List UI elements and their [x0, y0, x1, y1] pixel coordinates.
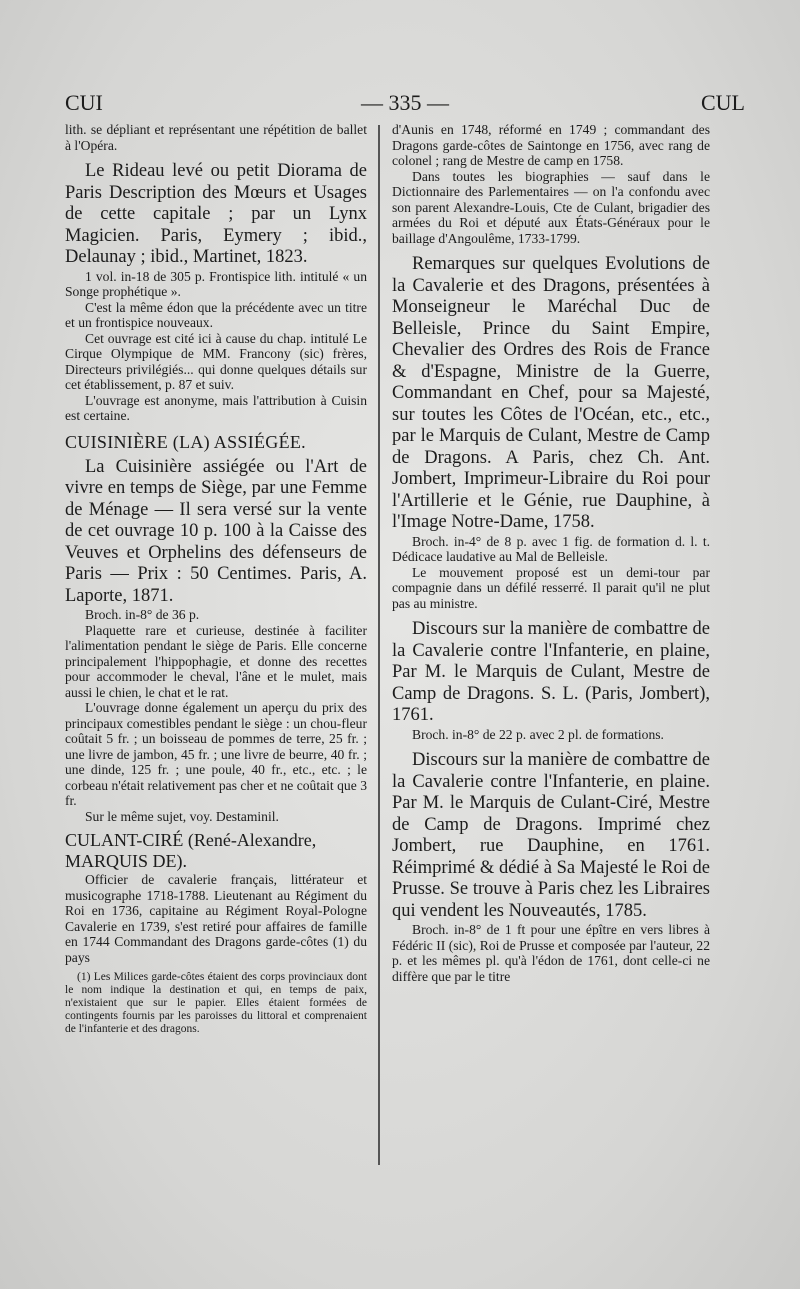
left-paragraph-l9: Broch. in-8° de 36 p.	[85, 607, 200, 622]
left-paragraph-l12: Sur le même sujet, voy. Destaminil.	[85, 808, 279, 824]
right-paragraph-r4: Broch. in-4° de 8 p. avec 1 fig. de formation d. l. t. Dédicace laudative au Mal de Belleisle.	[392, 533, 710, 564]
right-paragraph-r6: Discours sur la manière de combattre de la Cavalerie contre l'Infanterie, en plaine, Par M. le Marquis de Culant, Mestre de Camp de Dragons. S. L. (Paris, Jombert), 1761.	[392, 619, 710, 725]
right-paragraph-r8: Discours sur la manière de combattre de la Cavalerie contre l'Infanterie, en plaine. Par M. le Marquis de Culant-Ciré, Mestre de Camp de Dragons. Imprimé chez Jombert, rue Dauphine, en 1761. Réimprimé & dédié à Sa Majesté le Roi de Prusse. Se trouve à Paris chez les Libraires qui vendent les Nouveautés, 1785.	[392, 750, 710, 921]
left-paragraph-l5: Cet ouvrage est cité ici à cause du chap. intitulé Le Cirque Olympique de MM. Francony (sic) frères, Directeurs privilégiés... qui donne quelques détails sur cet établissement, p. 87 et suiv.	[65, 330, 367, 392]
left-paragraph-l14: Officier de cavalerie français, littérateur et musicographe 1718-1788. Lieutenant au Régiment du Roi en 1736, capitaine au Régiment Royal-Pologne Cavalerie en 1739, s'est retiré pour affaires de famille en 1744 Commandant des Dragons garde-côtes (1) du pays	[65, 872, 367, 965]
right-paragraph-r2: Dans toutes les biographies — sauf dans le Dictionnaire des Parlementaires — on l'a confondu avec son parent Alexandre-Louis, Cte de Culant, brigadier des armées du Roi et député aux États-Généraux pour le baillage d'Angoulême, 1733-1799.	[392, 168, 710, 246]
right-column	[392, 122, 710, 984]
right-paragraph-r3: Remarques sur quelques Evolutions de la Cavalerie et des Dragons, présentées à Monseigneur le Maréchal Duc de Belleisle, Prince du Saint Empire, Chevalier des Ordres des Rois de France & d'Espagne, Ministre de la Guerre, Commandant en Chef, pour sa Majesté, sur toutes les Côtes de l'Océan, etc., etc., par le Marquis de Culant, Mestre de Camp de Dragons. A Paris, chez Ch. Ant. Jombert, Imprimeur-Libraire du Roi pour l'Artillerie et le Génie, rue Dauphine, à l'Image Notre-Dame, 1758.	[392, 254, 710, 532]
left-paragraph-l10: Plaquette rare et curieuse, destinée à faciliter l'alimentation pendant le siège de Paris. Elle concerne principalement l'hippophagie, et donne des recettes pour accommoder le cheval, l'âne et le mulet, mais aussi le chien, le chat et le rat.	[65, 622, 367, 700]
left-paragraph-l6: L'ouvrage est anonyme, mais l'attribution à Cuisin est certaine.	[65, 392, 367, 423]
page-number: — 335 —	[361, 90, 449, 115]
left-paragraph-l2: Le Rideau levé ou petit Diorama de Paris Description des Mœurs et Usages de cette capitale ; par un Lynx Magicien. Paris, Eymery ; ibid., Delaunay ; ibid., Martinet, 1823.	[65, 161, 367, 267]
left-paragraph-l11: L'ouvrage donne également un aperçu du prix des principaux comestibles pendant le siège : un chou-fleur coûtait 5 fr. ; un boisseau de pommes de terre, 25 fr. ; une livre de jambon, 45 fr. ; une livre de beurre, 40 fr. ; une dinde, 125 fr. ; une poule, 40 fr., etc., etc. ; le corbeau n'était relativement pas cher et ne coûtait que 3 fr.	[65, 700, 367, 808]
column-divider	[378, 125, 380, 1165]
right-paragraph-r5: Le mouvement proposé est un demi-tour par compagnie dans un défilé resserré. Il parait qu'il ne plut pas au ministre.	[392, 564, 710, 611]
left-paragraph-l13: CULANT-CIRÉ (René-Alexandre, MARQUIS DE).	[65, 830, 317, 871]
right-paragraph-r1: d'Aunis en 1748, réformé en 1749 ; commandant des Dragons garde-côtes de Saintonge en 1756, avec rang de colonel ; rang de Mestre de camp en 1758.	[392, 122, 710, 168]
left-paragraph-l7: CUISINIÈRE (LA) ASSIÉGÉE.	[65, 431, 306, 452]
left-paragraph-l3: 1 vol. in-18 de 305 p. Frontispice lith. intitulé « un Songe prophétique ».	[65, 268, 367, 299]
left-paragraph-l15: (1) Les Milices garde-côtes étaient des corps provinciaux dont le nom indique la destination et qui, en temps de paix, n'existaient que sur le papier. Elles étaient formées de contingents fournis par les paroisses du littoral et comprenaient de l'infanterie et des dragons.	[65, 971, 367, 1035]
left-paragraph-l8: La Cuisinière assiégée ou l'Art de vivre en temps de Siège, par une Femme de Ménage — Il sera versé sur la vente de cet ouvrage 10 p. 100 à la Caisse des Veuves et Orphelins des défenseurs de Paris — Prix : 50 Centimes. Paris, A. Laporte, 1871.	[65, 456, 367, 606]
right-paragraph-r7: Broch. in-8° de 22 p. avec 2 pl. de formations.	[412, 726, 664, 742]
left-column	[65, 122, 367, 1036]
page-header	[65, 90, 745, 120]
left-paragraph-l1: lith. se dépliant et représentant une répétition de ballet à l'Opéra.	[65, 122, 367, 153]
header-right-keyword: CUL	[701, 90, 745, 115]
header-left-keyword: CUI	[65, 90, 103, 115]
left-paragraph-l4: C'est la même édon que la précédente avec un titre et un frontispice nouveaux.	[65, 299, 367, 330]
right-paragraph-r9: Broch. in-8° de 1 ft pour une épître en vers libres à Fédéric II (sic), Roi de Prusse et composée par l'auteur, 22 p. et les mêmes pl. qu'à l'édon de 1761, dont celle-ci ne diffère que par le titre	[392, 922, 710, 984]
